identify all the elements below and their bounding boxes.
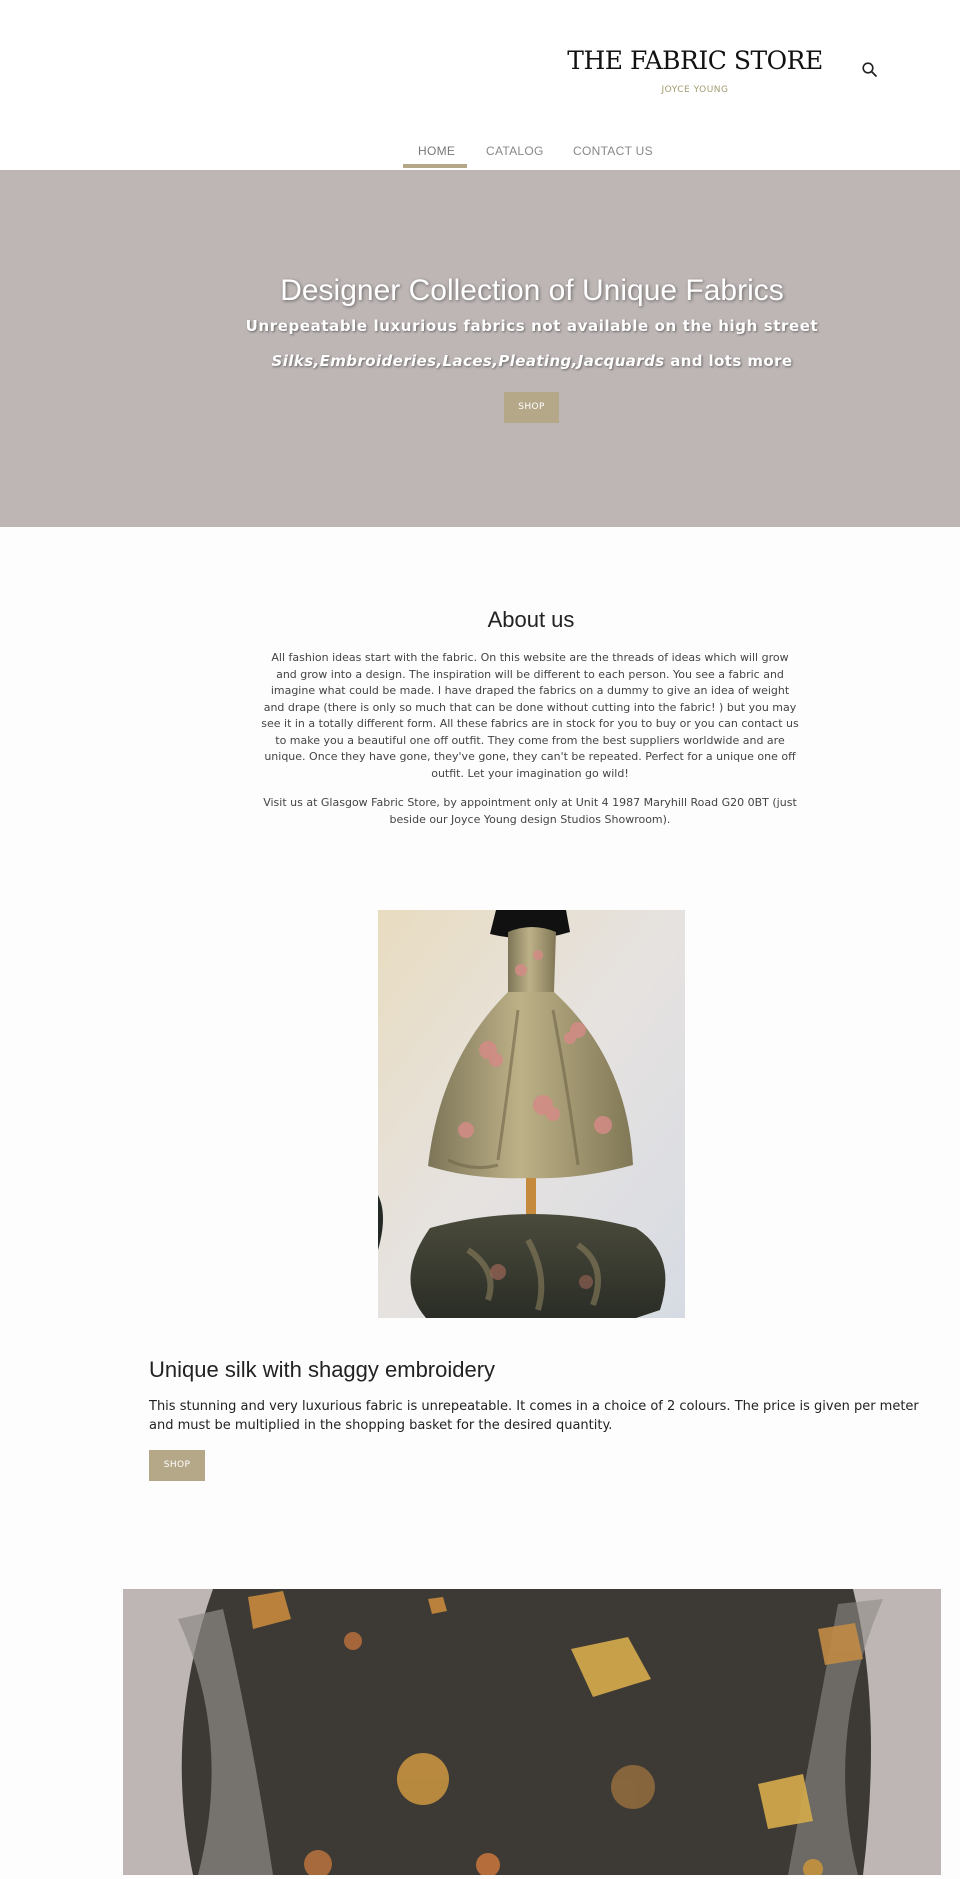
- hero-title: Designer Collection of Unique Fabrics: [280, 274, 784, 307]
- main-nav: [0, 136, 960, 170]
- site-subtitle: JOYCE YOUNG: [661, 85, 729, 95]
- product-title: Unique silk with shaggy embroidery: [149, 1357, 496, 1382]
- about-paragraph-2: Visit us at Glasgow Fabric Store, by appointment only at Unit 4 1987 Maryhill Road G20 0BT (just beside our Joyce Young design Studios Showroom).: [263, 796, 797, 826]
- hero-fabric-types: Silks,Embroideries,Laces,Pleating,Jacquards: [271, 352, 665, 370]
- hero-subtitle-2-rest: and lots more: [664, 352, 793, 370]
- fabric-image[interactable]: [123, 1589, 941, 1875]
- about-title: About us: [487, 607, 575, 632]
- hero-subtitle-2: [0, 352, 960, 370]
- nav-item-home[interactable]: HOME: [418, 144, 456, 158]
- brand[interactable]: [540, 46, 850, 95]
- hero-shop-button[interactable]: SHOP: [504, 392, 559, 423]
- site-title[interactable]: THE FABRIC STORE: [567, 46, 823, 75]
- nav-item-catalog[interactable]: CATALOG: [486, 144, 544, 158]
- hero-subtitle: Unrepeatable luxurious fabrics not available on the high street: [245, 317, 819, 335]
- about-section: [0, 527, 960, 857]
- nav-item-contact-us[interactable]: CONTACT US: [573, 144, 653, 158]
- hero-banner: [0, 170, 960, 527]
- search-icon[interactable]: [861, 61, 879, 79]
- product-shop-button[interactable]: SHOP: [149, 1450, 205, 1481]
- about-paragraph-1: All fashion ideas start with the fabric. On this website are the threads of ideas which will grow and grow into a design. The inspiration will be different to each person. You see a fabric and imagine what could be made. I have draped the fabrics on a dummy to give an idea of weight and drape (there is only so much that can be done without cutting into the fabric! ) but you may see it in a totally different form. All these fabrics are in stock for you to buy or you can contact us to make you a beautiful one off outfit. They come from the best suppliers worldwide and are unique. Once they have gone, they've gone, they can't be repeated. Perfect for a unique one off outfit. Let your imagination go wild!: [261, 651, 799, 780]
- dress-image[interactable]: [378, 910, 685, 1318]
- site-header: [0, 0, 960, 170]
- nav-active-indicator: [403, 164, 467, 168]
- product-description: This stunning and very luxurious fabric is unrepeatable. It comes in a choice of 2 colours. The price is given per meter and must be multiplied in the shopping basket for the desired quantity.: [149, 1399, 919, 1433]
